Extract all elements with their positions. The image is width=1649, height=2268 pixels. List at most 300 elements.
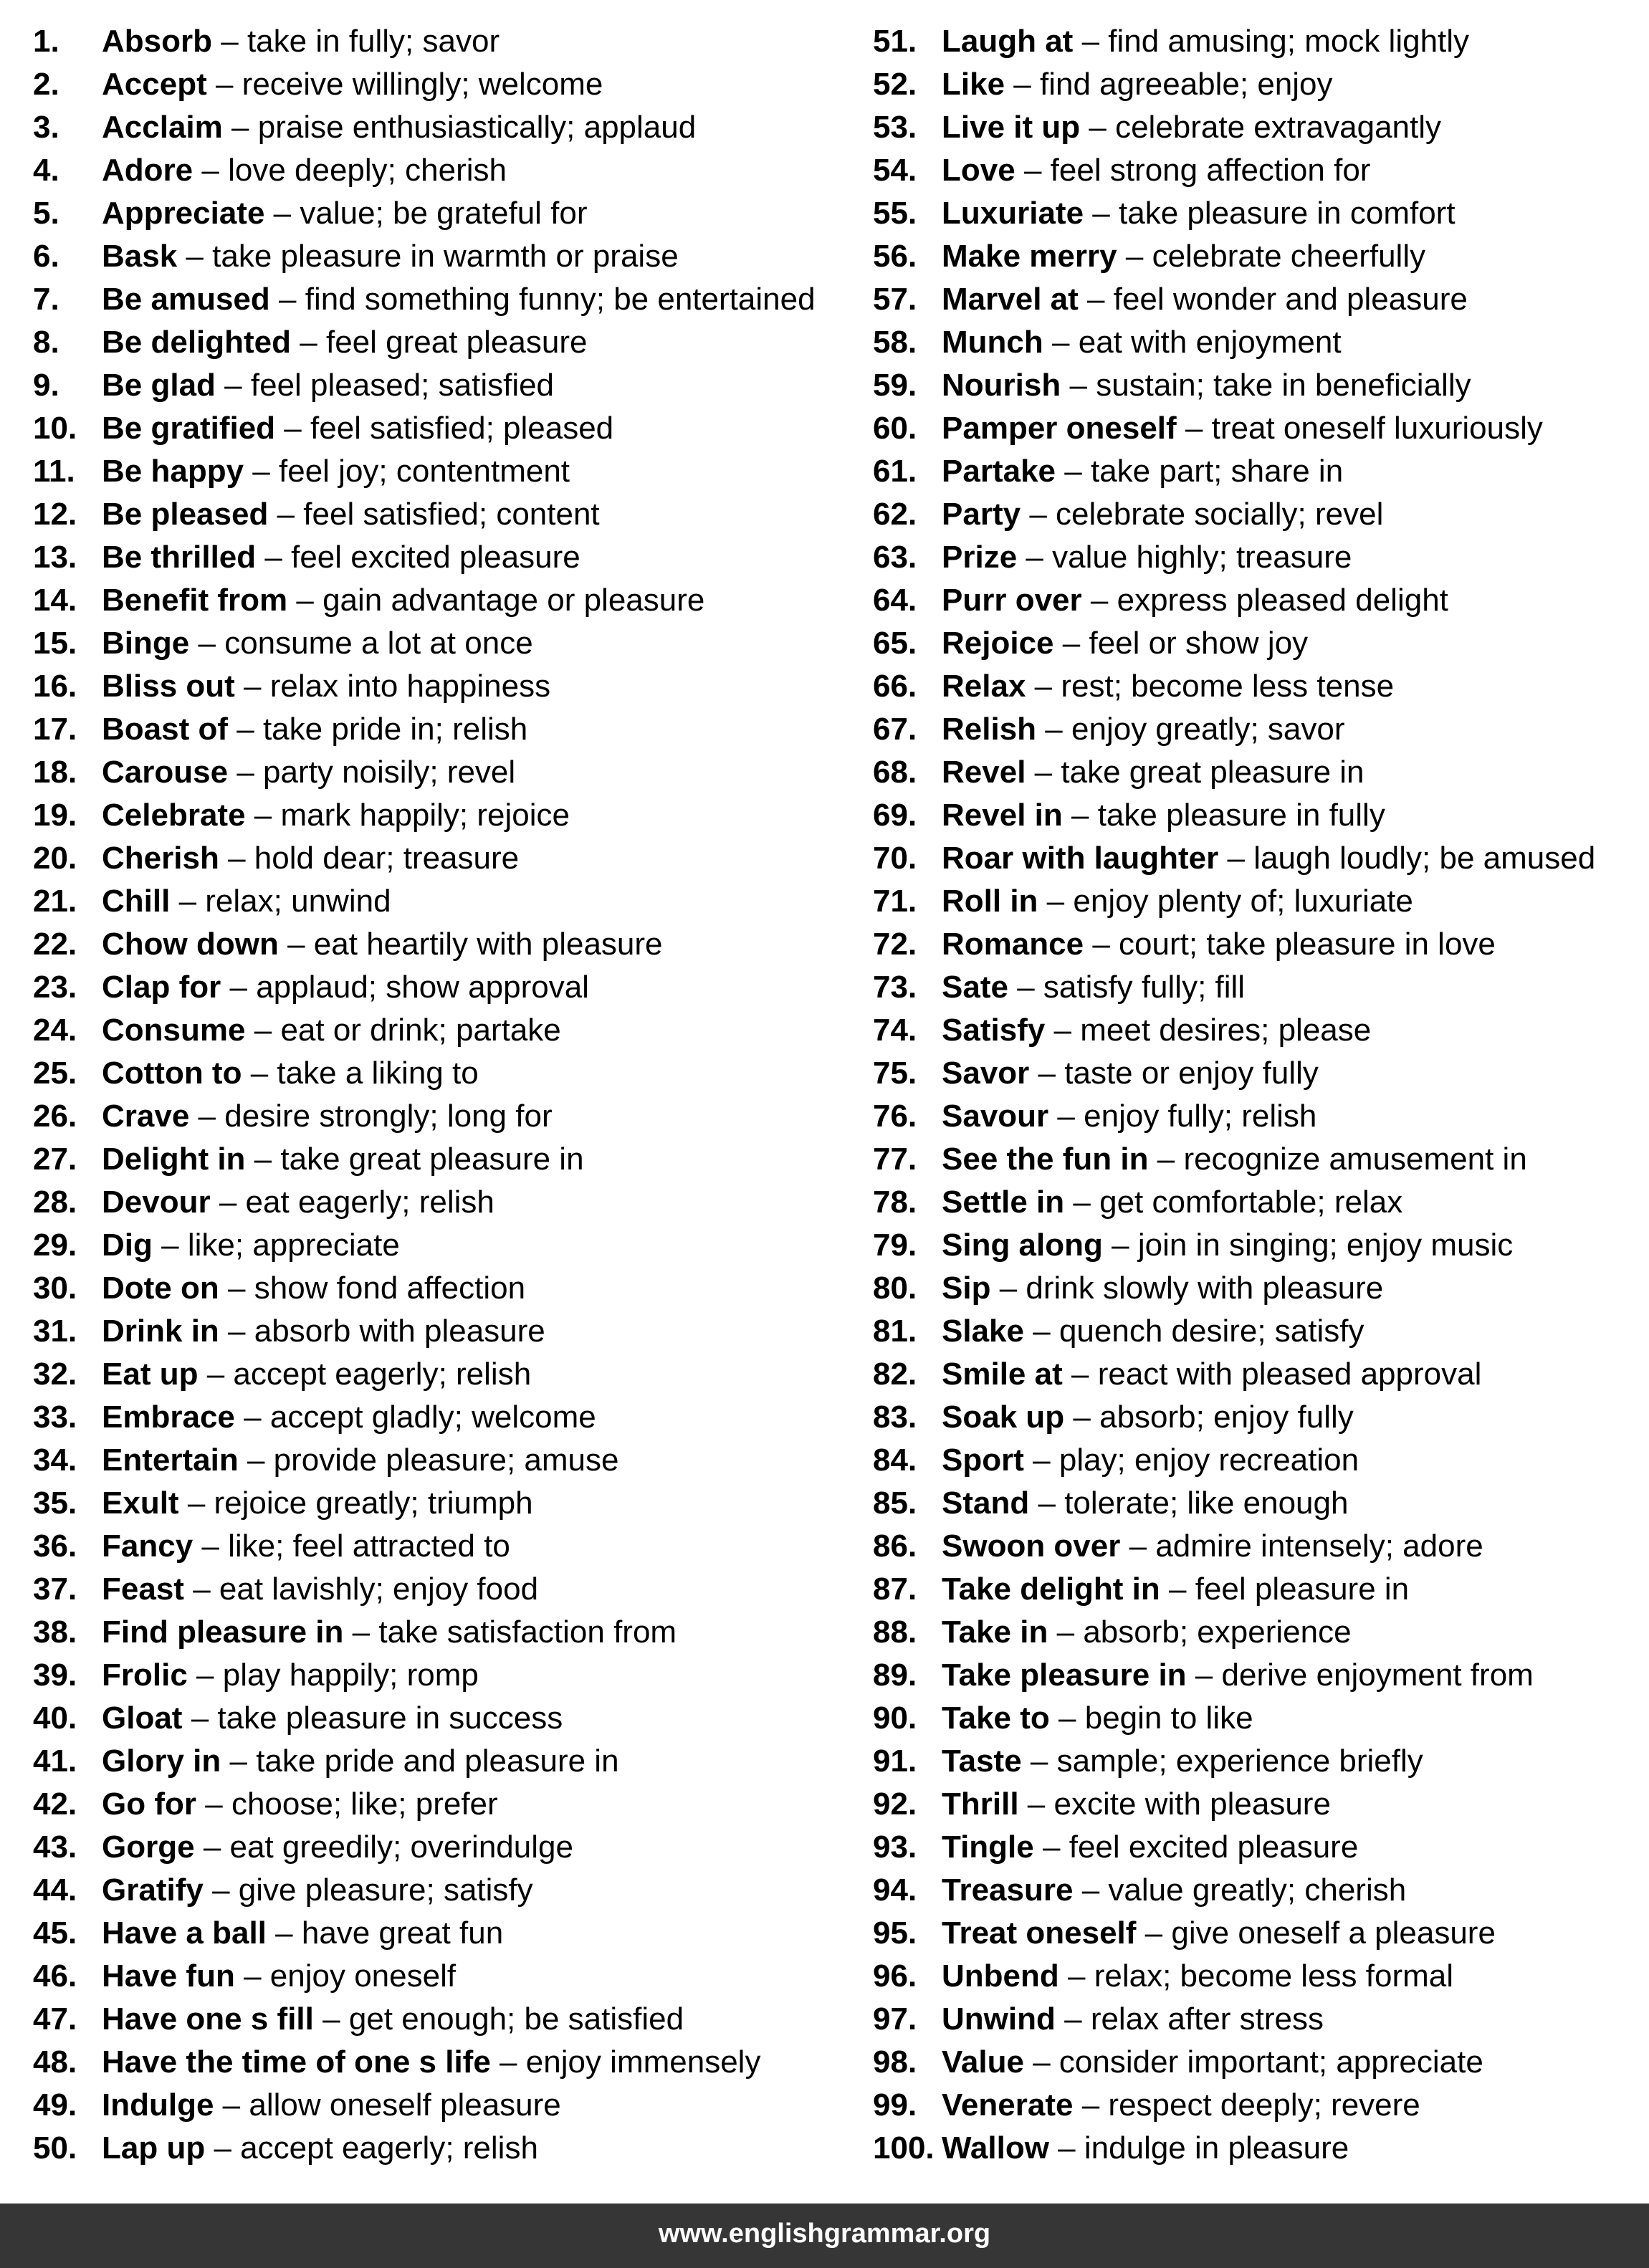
list-item (33, 1525, 843, 1568)
item-separator: – (1185, 411, 1203, 446)
item-term: Purr over (942, 583, 1082, 618)
item-term: Be gratified (102, 411, 276, 446)
item-entry (942, 493, 1383, 536)
item-term: Sate (942, 970, 1008, 1005)
item-term: Go for (102, 1786, 196, 1822)
item-number: 53. (873, 110, 917, 145)
item-term: Fancy (102, 1528, 193, 1564)
item-term: Have one s fill (102, 2001, 314, 2037)
list-item (33, 1267, 843, 1310)
item-number: 29. (33, 1228, 77, 1263)
item-term: Relax (942, 669, 1026, 704)
item-term: Acclaim (102, 110, 223, 145)
item-entry (102, 1439, 619, 1482)
item-separator: – (1081, 1872, 1100, 1908)
item-term: Exult (102, 1485, 179, 1521)
list-item (33, 1353, 843, 1396)
item-separator: – (1034, 669, 1053, 704)
item-number: 72. (873, 927, 917, 962)
list-item (873, 1912, 1649, 1955)
item-entry (942, 622, 1308, 665)
item-number: 76. (873, 1099, 917, 1134)
list-item (873, 192, 1649, 235)
item-entry (102, 1396, 596, 1439)
item-separator: – (1029, 497, 1047, 532)
item-separator: – (254, 1142, 272, 1177)
list-item (873, 149, 1649, 192)
list-item (873, 1009, 1649, 1052)
item-term: Unwind (942, 2001, 1056, 2037)
item-entry (942, 2084, 1420, 2127)
item-definition: enjoy greatly; savor (1071, 712, 1345, 747)
item-entry (102, 1611, 677, 1654)
item-term: Lap up (102, 2130, 206, 2166)
item-entry (102, 579, 704, 622)
item-term: Laugh at (942, 24, 1074, 59)
item-entry (102, 1697, 563, 1740)
item-number: 12. (33, 497, 77, 532)
item-separator: – (186, 239, 204, 274)
item-number: 23. (33, 970, 77, 1005)
item-entry (102, 536, 580, 579)
item-separator: – (193, 1571, 211, 1607)
item-term: Cherish (102, 841, 219, 876)
item-separator: – (215, 67, 234, 102)
item-separator: – (300, 325, 317, 360)
item-number: 27. (33, 1142, 77, 1177)
item-number: 58. (873, 325, 917, 360)
item-number: 16. (33, 669, 77, 704)
item-entry (102, 1654, 479, 1697)
list-item (33, 1396, 843, 1439)
item-separator: – (1071, 798, 1089, 833)
item-number: 85. (873, 1485, 917, 1521)
item-separator: – (250, 1056, 269, 1091)
item-term: Wallow (942, 2130, 1049, 2166)
item-separator: – (1092, 196, 1110, 231)
item-term: Roll in (942, 884, 1038, 919)
item-term: Be happy (102, 454, 244, 489)
item-separator: – (201, 153, 219, 188)
item-separator: – (296, 583, 314, 618)
item-entry (942, 20, 1469, 63)
item-separator: – (236, 712, 254, 747)
item-separator: – (1058, 2130, 1076, 2166)
item-term: Feast (102, 1571, 184, 1607)
item-term: Indulge (102, 2087, 214, 2123)
list-item (873, 1869, 1649, 1912)
item-separator: – (1043, 1829, 1061, 1865)
list-item (33, 1310, 843, 1353)
item-term: Take delight in (942, 1571, 1160, 1607)
item-separator: – (1038, 1485, 1056, 1521)
item-definition: take pride in; relish (262, 712, 528, 747)
item-number: 96. (873, 1958, 917, 1994)
list-item (873, 794, 1649, 837)
item-term: Chill (102, 884, 171, 919)
item-separator: – (228, 1314, 246, 1349)
item-term: See the fun in (942, 1142, 1149, 1177)
list-item (33, 1783, 843, 1826)
item-term: Revel (942, 755, 1026, 790)
item-entry (102, 1482, 533, 1525)
list-item (33, 321, 843, 364)
item-number: 80. (873, 1271, 917, 1306)
item-term: Celebrate (102, 798, 246, 833)
item-term: Bliss out (102, 669, 235, 704)
item-number: 35. (33, 1485, 77, 1521)
list-item (33, 1095, 843, 1138)
list-item (873, 1138, 1649, 1181)
item-number: 56. (873, 239, 917, 274)
item-term: Slake (942, 1314, 1024, 1349)
item-number: 86. (873, 1528, 917, 1564)
item-definition: eat heartily with pleasure (313, 927, 663, 962)
list-item (873, 1396, 1649, 1439)
item-number: 55. (873, 196, 917, 231)
item-term: Find pleasure in (102, 1614, 344, 1650)
item-separator: – (1195, 1657, 1213, 1693)
list-item (873, 2127, 1649, 2170)
item-term: Drink in (102, 1314, 219, 1349)
list-item (873, 1611, 1649, 1654)
item-number: 44. (33, 1872, 77, 1908)
item-term: Thrill (942, 1786, 1019, 1822)
list-item (33, 665, 843, 708)
item-definition: take in fully; savor (247, 24, 500, 59)
list-item (873, 1310, 1649, 1353)
item-separator: – (322, 2001, 340, 2037)
list-item (33, 1955, 843, 1998)
list-item (873, 1224, 1649, 1267)
item-separator: – (254, 1013, 272, 1048)
list-item (33, 1482, 843, 1525)
item-definition: enjoy plenty of; luxuriate (1073, 884, 1413, 919)
item-definition: provide pleasure; amuse (273, 1442, 619, 1478)
item-entry (942, 1740, 1423, 1783)
item-separator: – (1129, 1528, 1147, 1564)
item-separator: – (205, 1786, 223, 1822)
item-term: Dig (102, 1228, 153, 1263)
item-definition: value highly; treasure (1052, 540, 1352, 575)
item-separator: – (999, 1271, 1018, 1306)
item-entry (102, 2127, 538, 2170)
item-term: Venerate (942, 2087, 1074, 2123)
item-entry (942, 1310, 1364, 1353)
item-definition: absorb; enjoy fully (1099, 1399, 1354, 1435)
item-entry (942, 1654, 1534, 1697)
item-term: Treat oneself (942, 1915, 1137, 1951)
item-number: 30. (33, 1271, 77, 1306)
item-definition: court; take pleasure in love (1119, 927, 1496, 962)
list-item (33, 2041, 843, 2084)
list-item (33, 1697, 843, 1740)
item-separator: – (1057, 1099, 1075, 1134)
item-definition: choose; like; prefer (231, 1786, 498, 1822)
footer-website-link[interactable]: www.englishgrammar.org (658, 2219, 991, 2249)
item-definition: enjoy fully; relish (1084, 1099, 1317, 1134)
item-separator: – (287, 927, 305, 962)
item-definition: laugh loudly; be amused (1253, 841, 1596, 876)
item-term: Pamper oneself (942, 411, 1177, 446)
list-item (33, 1052, 843, 1095)
list-item (873, 1095, 1649, 1138)
item-number: 25. (33, 1056, 77, 1091)
item-number: 13. (33, 540, 77, 575)
item-entry (942, 579, 1448, 622)
item-term: Crave (102, 1099, 190, 1134)
item-separator: – (231, 110, 249, 145)
item-separator: – (236, 755, 254, 790)
item-entry (102, 1267, 525, 1310)
item-definition: celebrate cheerfully (1152, 239, 1426, 274)
item-term: Partake (942, 454, 1056, 489)
item-definition: rest; become less tense (1061, 669, 1395, 704)
item-number: 38. (33, 1614, 77, 1650)
item-separator: – (1071, 1357, 1089, 1392)
item-term: Settle in (942, 1185, 1065, 1220)
item-entry (102, 1052, 479, 1095)
item-definition: relax; become less formal (1094, 1958, 1454, 1994)
item-entry (942, 1955, 1453, 1998)
item-definition: meet desires; please (1080, 1013, 1372, 1048)
item-separator: – (1073, 1185, 1091, 1220)
list-item (873, 1697, 1649, 1740)
item-entry (942, 1095, 1316, 1138)
item-number: 52. (873, 67, 917, 102)
list-item (873, 493, 1649, 536)
item-separator: – (1017, 970, 1035, 1005)
item-number: 79. (873, 1228, 917, 1263)
item-separator: – (1023, 153, 1042, 188)
item-entry (102, 364, 554, 407)
item-separator: – (206, 1357, 225, 1392)
item-term: Roar with laughter (942, 841, 1219, 876)
item-separator: – (1026, 540, 1043, 575)
item-number: 26. (33, 1099, 77, 1134)
list-item (33, 2127, 843, 2170)
item-entry (102, 2041, 760, 2084)
list-item (33, 364, 843, 407)
item-definition: eat or drink; partake (280, 1013, 561, 1048)
item-number: 90. (873, 1700, 917, 1736)
item-separator: – (273, 196, 292, 231)
item-entry (942, 1568, 1409, 1611)
item-number: 100. (873, 2130, 935, 2166)
item-term: Soak up (942, 1399, 1065, 1435)
item-definition: express pleased delight (1117, 583, 1448, 618)
item-term: Rejoice (942, 626, 1054, 661)
item-definition: feel or show joy (1089, 626, 1309, 661)
item-definition: take pleasure in comfort (1119, 196, 1456, 231)
item-entry (942, 1396, 1354, 1439)
item-term: Be thrilled (102, 540, 257, 575)
item-definition: find agreeable; enjoy (1040, 67, 1333, 102)
item-separator: – (1064, 454, 1082, 489)
item-number: 70. (873, 841, 917, 876)
item-term: Taste (942, 1743, 1022, 1779)
item-definition: play; enjoy recreation (1058, 1442, 1359, 1478)
item-definition: desire strongly; long for (224, 1099, 553, 1134)
item-number: 98. (873, 2044, 917, 2080)
item-number: 99. (873, 2087, 917, 2123)
item-number: 63. (873, 540, 917, 575)
item-entry (102, 1009, 561, 1052)
item-entry (102, 235, 679, 278)
item-term: Take pleasure in (942, 1657, 1187, 1693)
item-definition: party noisily; revel (263, 755, 516, 790)
item-number: 77. (873, 1142, 917, 1177)
item-separator: – (1089, 110, 1106, 145)
item-separator: – (229, 970, 247, 1005)
item-separator: – (279, 282, 297, 317)
item-number: 21. (33, 884, 77, 919)
item-definition: feel satisfied; content (303, 497, 600, 532)
item-definition: take satisfaction from (378, 1614, 677, 1650)
item-separator: – (500, 2044, 517, 2080)
item-separator: – (1038, 1056, 1056, 1091)
item-entry (102, 1181, 494, 1224)
item-definition: receive willingly; welcome (242, 67, 603, 102)
item-separator: – (203, 1829, 221, 1865)
item-separator: – (275, 1915, 293, 1951)
item-term: Swoon over (942, 1528, 1121, 1564)
item-entry (942, 1912, 1496, 1955)
list-item (873, 1740, 1649, 1783)
item-number: 62. (873, 497, 917, 532)
item-entry (942, 2127, 1349, 2170)
item-separator: – (352, 1614, 371, 1650)
item-entry (102, 1568, 538, 1611)
item-entry (942, 106, 1441, 149)
item-definition: feel satisfied; pleased (310, 411, 614, 446)
item-entry (102, 1783, 498, 1826)
item-separator: – (221, 24, 239, 59)
list-item (873, 1439, 1649, 1482)
item-definition: sample; experience briefly (1056, 1743, 1423, 1779)
item-term: Be pleased (102, 497, 269, 532)
item-entry (942, 1611, 1352, 1654)
item-entry (102, 622, 533, 665)
item-number: 20. (33, 841, 77, 876)
item-entry (942, 1052, 1319, 1095)
item-definition: gain advantage or pleasure (322, 583, 705, 618)
item-entry (942, 1525, 1483, 1568)
item-separator: – (244, 1958, 262, 1994)
item-separator: – (264, 540, 282, 575)
item-term: Savour (942, 1099, 1049, 1134)
item-definition: find something funny; be entertained (305, 282, 816, 317)
list-item (873, 278, 1649, 321)
list-item (873, 536, 1649, 579)
item-term: Value (942, 2044, 1024, 2080)
list-item (33, 450, 843, 493)
item-term: Be amused (102, 282, 270, 317)
item-separator: – (1073, 1399, 1091, 1435)
word-list-left-column (33, 20, 843, 2170)
item-definition: hold dear; treasure (254, 841, 520, 876)
list-item (873, 1654, 1649, 1697)
item-number: 5. (33, 196, 59, 231)
list-item (873, 1998, 1649, 2041)
item-term: Sport (942, 1442, 1024, 1478)
list-item (33, 1998, 843, 2041)
item-entry (942, 2041, 1483, 2084)
item-entry (942, 1181, 1402, 1224)
item-separator: – (1081, 2087, 1100, 2123)
item-separator: – (1056, 1614, 1075, 1650)
item-entry (102, 794, 570, 837)
list-item (873, 1052, 1649, 1095)
list-item (33, 278, 843, 321)
item-definition: take a liking to (277, 1056, 479, 1091)
item-term: Benefit from (102, 583, 288, 618)
list-item (873, 708, 1649, 751)
item-definition: eat lavishly; enjoy food (219, 1571, 539, 1607)
list-item (873, 751, 1649, 794)
item-definition: feel excited pleasure (1069, 1829, 1359, 1865)
item-entry (942, 880, 1413, 923)
list-item (33, 880, 843, 923)
item-number: 22. (33, 927, 77, 962)
item-definition: consume a lot at once (224, 626, 533, 661)
item-separator: – (1052, 325, 1070, 360)
item-entry (942, 1267, 1383, 1310)
item-term: Party (942, 497, 1021, 532)
item-separator: – (1033, 1314, 1051, 1349)
item-definition: value greatly; cherish (1108, 1872, 1407, 1908)
item-definition: relax into happiness (269, 669, 551, 704)
item-separator: – (1068, 1958, 1086, 1994)
item-number: 61. (873, 454, 917, 489)
item-entry (942, 278, 1468, 321)
item-separator: – (244, 1399, 262, 1435)
item-definition: accept gladly; welcome (269, 1399, 596, 1435)
item-term: Stand (942, 1485, 1030, 1521)
item-entry (102, 1998, 684, 2041)
item-separator: – (1169, 1571, 1187, 1607)
item-definition: drink slowly with pleasure (1026, 1271, 1384, 1306)
item-definition: get enough; be satisfied (348, 2001, 684, 2037)
item-definition: celebrate socially; revel (1056, 497, 1384, 532)
item-definition: play happily; romp (222, 1657, 479, 1693)
item-term: Boast of (102, 712, 228, 747)
item-number: 7. (33, 282, 59, 317)
list-item (33, 1568, 843, 1611)
item-definition: derive enjoyment from (1221, 1657, 1534, 1693)
list-item (873, 837, 1649, 880)
item-entry (102, 1095, 553, 1138)
item-number: 73. (873, 970, 917, 1005)
item-entry (942, 1998, 1324, 2041)
item-term: Entertain (102, 1442, 239, 1478)
item-definition: value; be grateful for (300, 196, 588, 231)
item-separator: – (219, 1185, 237, 1220)
item-term: Live it up (942, 110, 1081, 145)
item-number: 28. (33, 1185, 77, 1220)
item-separator: – (1033, 1442, 1051, 1478)
item-entry (942, 1826, 1358, 1869)
item-entry (102, 1740, 619, 1783)
item-separator: – (228, 1271, 246, 1306)
item-separator: – (196, 1657, 214, 1693)
item-number: 75. (873, 1056, 917, 1091)
item-entry (102, 2084, 561, 2127)
item-number: 50. (33, 2130, 77, 2166)
item-term: Have fun (102, 1958, 235, 1994)
item-term: Have a ball (102, 1915, 267, 1951)
item-definition: sustain; take in beneficially (1096, 368, 1471, 403)
